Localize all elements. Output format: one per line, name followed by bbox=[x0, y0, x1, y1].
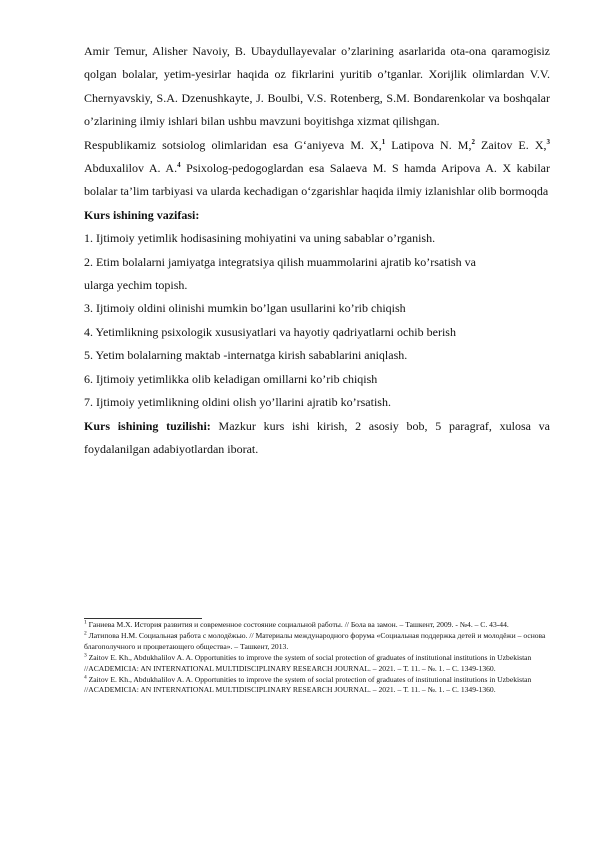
task-item: 4. Yetimlikning psixologik xususiyatlari va hayotiy qadriyatlarni ochib berish bbox=[84, 324, 456, 339]
structure-label: Kurs ishining tuzilishi: bbox=[84, 418, 211, 433]
paragraph-text: Zaitov E. X, bbox=[474, 137, 547, 152]
footnote-1 bbox=[84, 620, 550, 631]
paragraph-local-scholars bbox=[84, 134, 550, 204]
footnote-4 bbox=[84, 675, 550, 697]
paragraph-scholars: Amir Temur, Alisher Navoiy, B. Ubaydullayevalar o’zlarining asarlarida ota-ona qaramogisiz qolgan bolalar, yetim-yesirlar haqida oz fikrlarini yuritib o’tganlar. Xorijlik olimlardan V.V. Chernyavskiy, S.A. Dzenushkayte, J. Boulbi, V.S. Rotenberg, S.M. Bondarenkolar va boshqalar o’zlarining ilmiy ishlari bilan ushbu mavzuni boyitishga xizmat qilishgan. bbox=[84, 44, 550, 129]
footnote-3 bbox=[84, 653, 550, 675]
task-item: 6. Ijtimoiy yetimlikka olib keladigan omillarni ko’rib chiqish bbox=[84, 371, 378, 386]
footnote-2 bbox=[84, 631, 550, 653]
footnote-number: 4 bbox=[84, 674, 87, 680]
task-item: 7. Ijtimoiy yetimlikning oldini olish yo’llarini ajratib ko’rsatish. bbox=[84, 395, 391, 410]
footnote-text: Zaitov E. Kh., Abdukhalilov A. A. Opportunities to improve the system of social protection of graduates of institutional institutions in Uzbekistan //ACADEMICIA: AN INTERNATIONAL MULTIDISCIPLINARY RESEARCH JOURNAL. – 2021. – Т. 11. – №. 1. – С. 1349-1360. bbox=[84, 674, 532, 695]
task-item: 5. Yetim bolalarning maktab -internatga kirish sabablarini aniqlash. bbox=[84, 348, 408, 363]
paragraph-structure bbox=[84, 415, 550, 462]
paragraph-text: Respublikamiz sotsiolog olimlaridan esa G‘aniyeva M. X, bbox=[84, 137, 382, 152]
structure-text: Mazkur kurs ishi kirish, 2 asosiy bob, 5 paragraf, xulosa va foydalanilgan adabiyotlardan iborat. bbox=[84, 418, 550, 456]
task-item: ularga yechim topish. bbox=[84, 278, 188, 293]
footnote-ref-1[interactable]: 1 bbox=[381, 137, 386, 146]
footnote-text: Zaitov E. Kh., Abdukhalilov A. A. Opportunities to improve the system of social protection of graduates of institutional institutions in Uzbekistan //ACADEMICIA: AN INTERNATIONAL MULTIDISCIPLINARY RESEARCH JOURNAL. – 2021. – Т. 11. – №. 1. – С. 1349-1360. bbox=[84, 652, 532, 673]
footnote-number: 1 bbox=[84, 619, 87, 626]
paragraph-text: Abduxalilov A. A. bbox=[84, 161, 178, 176]
footnote-number: 3 bbox=[84, 652, 87, 659]
footnote-ref-3[interactable]: 3 bbox=[546, 137, 550, 146]
footnote-text: Ганиева М.Х. История развития и современное состояние социальной работы. // Бола ва замон. – Ташкент, 2009. - №4. – С. 43-44. bbox=[86, 620, 509, 629]
footnote-separator bbox=[84, 618, 202, 619]
task-item: 1. Ijtimoiy yetimlik hodisasining mohiyatini va uning sabablar o’rganish. bbox=[84, 231, 436, 246]
task-item: 3. Ijtimoiy oldini olinishi mumkin bo’lgan usullarini ko’rib chiqish bbox=[84, 301, 406, 316]
paragraph-text: Psixolog-pedogoglardan esa Salaeva M. S hamda Aripova A. X kabilar bolalar ta’lim tarbiyasi va ularda kechadigan o‘zgarishlar haqida ilmiy izlanishlar olib bormoqda bbox=[84, 161, 550, 199]
document-body bbox=[84, 40, 550, 461]
footnote-ref-4[interactable]: 4 bbox=[177, 161, 181, 170]
task-item: 2. Etim bolalarni jamiyatga integratsiya qilish muammolarini ajratib ko’rsatish va bbox=[84, 254, 476, 269]
footnote-text: Латипова Н.М. Социальная работа с молодёжью. // Материалы международного форума «Социальная поддержка детей и молодёжи – основа благополучного и процветающего общества». – Ташкент, 2013. bbox=[84, 630, 546, 651]
tasks-heading: Kurs ishining vazifasi: bbox=[84, 207, 200, 222]
footnotes-section bbox=[84, 618, 550, 696]
paragraph-text: Latipova N. M, bbox=[385, 137, 472, 152]
footnote-ref-2[interactable]: 2 bbox=[471, 137, 475, 146]
footnote-number: 2 bbox=[84, 630, 87, 637]
